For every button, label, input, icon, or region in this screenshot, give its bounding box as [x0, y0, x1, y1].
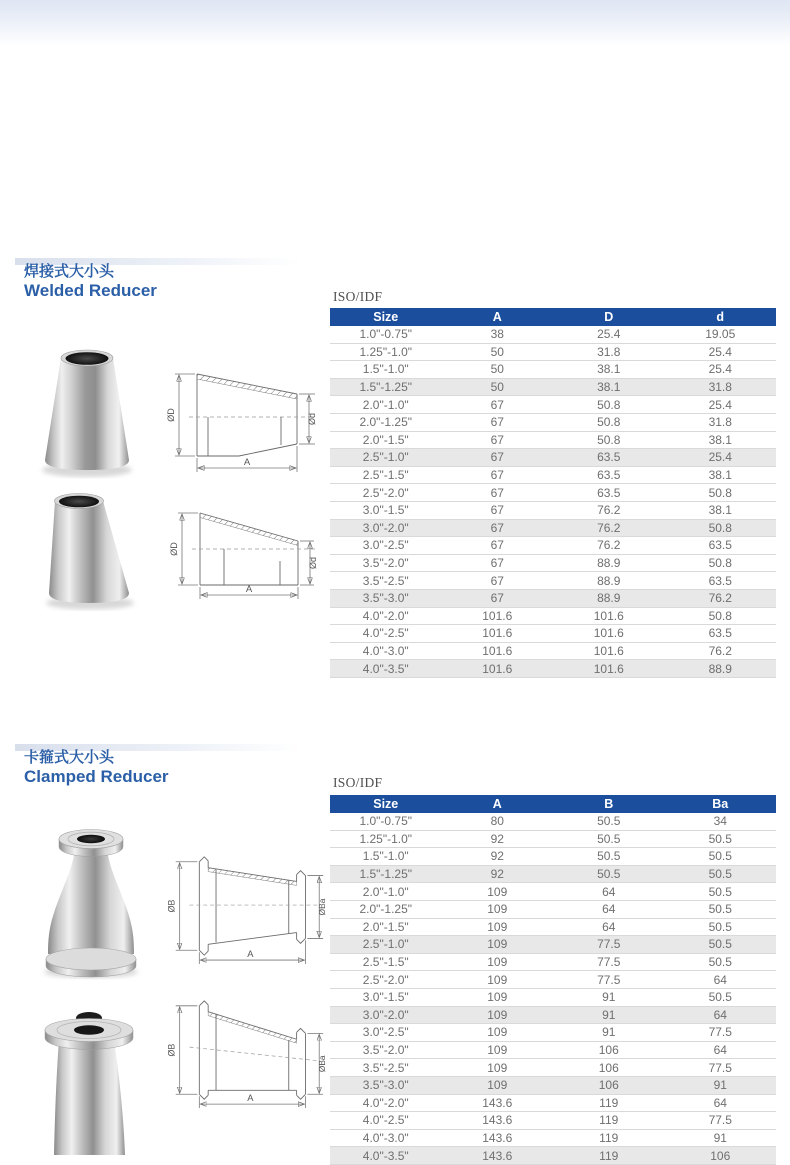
table-cell: 88.9: [597, 556, 621, 571]
table-cell: 67: [490, 450, 504, 465]
table-cell: 25.4: [708, 450, 732, 465]
table-cell: 3.5"-2.5": [362, 573, 409, 588]
reducer-outline: [192, 513, 316, 585]
table-cell: 106: [598, 1078, 619, 1093]
table-cell: 67: [490, 397, 504, 412]
table-cell: 101.6: [482, 661, 513, 676]
dim-label-bottom: A: [243, 457, 251, 468]
table-cell: 38.1: [708, 468, 732, 483]
table-cell: 3.0"-2.5": [362, 1025, 409, 1040]
table-cell: 67: [490, 432, 504, 447]
table-cell: 50.5: [708, 902, 732, 917]
table-row: [330, 866, 776, 884]
table-row: [330, 813, 776, 831]
table-cell: 50.5: [708, 919, 732, 934]
table-cell: 63.5: [708, 573, 732, 588]
section1-standard-label: ISO/IDF: [333, 289, 383, 304]
table-cell: 109: [487, 1043, 508, 1058]
table-cell: 109: [487, 1078, 508, 1093]
table-cell: 64: [602, 902, 616, 917]
section2-title-zh: 卡箍式大小头: [24, 749, 115, 766]
table-row: [330, 361, 776, 379]
reducer-outline: [189, 857, 317, 955]
table-header-row: [330, 308, 776, 326]
table-row: [330, 467, 776, 485]
table-cell: 101.6: [482, 626, 513, 641]
table-cell: 19.05: [705, 327, 736, 342]
column-header: B: [604, 797, 614, 811]
table-row: [330, 919, 776, 937]
table-cell: 1.25"-1.0": [359, 344, 413, 359]
clamped-reducer-drawing-2: [160, 996, 332, 1110]
table-cell: 119: [599, 1148, 619, 1163]
table-cell: 4.0"-2.5": [362, 626, 409, 641]
table-cell: 67: [490, 591, 504, 606]
dim-label-left: ØB: [166, 1043, 177, 1057]
reducer-body: [48, 848, 134, 954]
table-cell: 76.2: [708, 591, 732, 606]
table-cell: 64: [602, 919, 616, 934]
table-cell: 101.6: [482, 608, 513, 623]
table-cell: 77.5: [597, 972, 621, 987]
table-cell: 63.5: [708, 626, 732, 641]
table-cell: 31.8: [708, 380, 732, 395]
table-row: [330, 989, 776, 1007]
dim-label-right: Ød: [307, 412, 317, 426]
table-cell: 1.0"-0.75": [359, 814, 413, 829]
column-header: D: [604, 310, 614, 324]
table-cell: 1.5"-1.25": [359, 380, 413, 395]
table-row: [330, 643, 776, 661]
table-cell: 50.5: [597, 814, 621, 829]
table-cell: 63.5: [597, 450, 621, 465]
table-cell: 109: [487, 919, 508, 934]
dim-label-bottom: A: [247, 949, 254, 960]
table-cell: 50.8: [708, 485, 732, 500]
table-cell: 109: [487, 955, 508, 970]
column-header: Size: [373, 310, 399, 324]
table-row: [330, 936, 776, 954]
table-row: [330, 1024, 776, 1042]
table-header-row: [330, 795, 776, 813]
table-cell: 38: [490, 327, 504, 342]
table-cell: 67: [490, 556, 504, 571]
table-cell: 50.5: [597, 867, 621, 882]
reducer-bore-inner: [74, 1025, 104, 1035]
table-cell: 91: [602, 1007, 616, 1022]
table-cell: 2.5"-1.0": [362, 450, 409, 465]
table-cell: 67: [490, 485, 504, 500]
table-cell: 119: [599, 1113, 619, 1128]
clamped-reducer-concentric-photo: [40, 824, 142, 984]
table-cell: 3.0"-2.0": [362, 520, 409, 535]
table-cell: 1.5"-1.0": [362, 849, 409, 864]
table-cell: 3.5"-3.0": [362, 1078, 409, 1093]
table-cell: 50.5: [597, 831, 621, 846]
table-row: [330, 1007, 776, 1025]
table-cell: 64: [713, 1043, 727, 1058]
table-cell: 77.5: [708, 1025, 732, 1040]
table-cell: 50.8: [597, 397, 621, 412]
dim-label-right: Ød: [308, 556, 318, 570]
welded-reducer-concentric-photo: [36, 342, 138, 482]
table-cell: 2.0"-1.25": [359, 902, 413, 917]
table-cell: 63.5: [597, 485, 621, 500]
table-cell: 64: [713, 972, 727, 987]
table-cell: 4.0"-3.0": [362, 643, 409, 658]
section2-standard-label: ISO/IDF: [333, 775, 383, 790]
table-row: [330, 520, 776, 538]
table-cell: 4.0"-3.0": [362, 1130, 409, 1145]
table-cell: 38.1: [708, 432, 732, 447]
table-cell: 143.6: [482, 1130, 513, 1145]
table-cell: 3.0"-1.5": [362, 503, 409, 518]
table-cell: 2.5"-1.5": [362, 468, 409, 483]
table-cell: 50.8: [708, 520, 732, 535]
reducer-bore: [66, 352, 109, 365]
section2-title-en: Clamped Reducer: [24, 767, 169, 786]
table-cell: 2.0"-1.5": [362, 919, 409, 934]
reducer-body: [49, 501, 129, 603]
dim-label-right: ØBa: [317, 898, 328, 916]
table-row: [330, 883, 776, 901]
table-cell: 143.6: [482, 1113, 513, 1128]
table-cell: 109: [487, 902, 508, 917]
section1-title-en: Welded Reducer: [24, 281, 157, 300]
table-cell: 67: [490, 468, 504, 483]
table-cell: 4.0"-2.0": [362, 1095, 409, 1110]
table-row: [330, 1130, 776, 1148]
table-cell: 77.5: [597, 937, 621, 952]
bottom-ferrule-face: [46, 948, 136, 970]
table-cell: 76.2: [708, 643, 732, 658]
table-cell: 76.2: [597, 520, 621, 535]
table-cell: 92: [490, 849, 504, 864]
table-cell: 50.5: [708, 849, 732, 864]
table-cell: 88.9: [708, 661, 732, 676]
table-row: [330, 396, 776, 414]
table-cell: 64: [713, 1095, 727, 1110]
dim-label-bottom: A: [247, 1093, 254, 1104]
table-cell: 1.25"-1.0": [359, 831, 413, 846]
welded-reducer-table: [330, 308, 776, 678]
table-cell: 50.5: [708, 937, 732, 952]
table-cell: 109: [487, 1007, 508, 1022]
table-row: [330, 537, 776, 555]
table-cell: 67: [490, 538, 504, 553]
table-row: [330, 572, 776, 590]
table-cell: 25.4: [708, 362, 732, 377]
table-cell: 67: [490, 503, 504, 518]
table-cell: 101.6: [593, 626, 624, 641]
top-gradient-band: [0, 0, 790, 46]
clamped-reducer-drawing-1: [160, 848, 332, 966]
column-header: Ba: [712, 797, 729, 811]
table-row: [330, 1077, 776, 1095]
table-cell: 88.9: [597, 591, 621, 606]
table-cell: 4.0"-2.0": [362, 608, 409, 623]
reducer-outline: [189, 374, 315, 456]
table-cell: 63.5: [597, 468, 621, 483]
table-cell: 50: [490, 380, 504, 395]
table-cell: 119: [599, 1130, 619, 1145]
table-cell: 38.1: [597, 362, 621, 377]
table-row: [330, 432, 776, 450]
table-cell: 67: [490, 573, 504, 588]
table-cell: 3.0"-1.5": [362, 990, 409, 1005]
table-cell: 50.8: [708, 608, 732, 623]
table-row: [330, 344, 776, 362]
section1-title-zh: 焊接式大小头: [24, 263, 115, 280]
table-cell: 2.0"-1.25": [359, 415, 413, 430]
table-cell: 76.2: [597, 538, 621, 553]
table-cell: 50.8: [708, 556, 732, 571]
table-row: [330, 449, 776, 467]
table-row: [330, 1059, 776, 1077]
table-cell: 1.5"-1.25": [359, 867, 413, 882]
table-cell: 109: [487, 884, 508, 899]
table-cell: 2.0"-1.0": [362, 884, 409, 899]
table-cell: 106: [598, 1043, 619, 1058]
table-cell: 92: [490, 831, 504, 846]
table-cell: 25.4: [708, 344, 732, 359]
table-cell: 2.5"-2.0": [362, 972, 409, 987]
dim-label-left: ØB: [166, 899, 177, 913]
table-cell: 77.5: [708, 1113, 732, 1128]
reducer-body: [45, 358, 129, 470]
welded-reducer-drawing-1: [163, 360, 318, 478]
clamped-reducer-table: [330, 795, 776, 1165]
table-cell: 106: [710, 1148, 731, 1163]
dim-label-left: ØD: [166, 408, 176, 422]
table-cell: 25.4: [597, 327, 621, 342]
table-cell: 3.5"-3.0": [362, 591, 409, 606]
column-header: Size: [373, 797, 399, 811]
table-row: [330, 954, 776, 972]
table-cell: 101.6: [593, 661, 624, 676]
table-cell: 101.6: [593, 643, 624, 658]
table-row: [330, 502, 776, 520]
table-cell: 92: [490, 867, 504, 882]
reducer-bore: [77, 835, 105, 843]
table-cell: 67: [490, 520, 504, 535]
table-cell: 64: [713, 1007, 727, 1022]
table-cell: 34: [713, 814, 727, 829]
table-cell: 76.2: [597, 503, 621, 518]
reducer-outline: [189, 1001, 319, 1099]
table-row: [330, 1095, 776, 1113]
table-row: [330, 484, 776, 502]
table-cell: 50.5: [708, 867, 732, 882]
table-cell: 2.5"-1.0": [362, 937, 409, 952]
column-header: A: [492, 310, 502, 324]
table-row: [330, 414, 776, 432]
welded-reducer-drawing-2: [168, 503, 318, 603]
table-row: [330, 379, 776, 397]
reducer-body: [54, 1040, 125, 1155]
table-cell: 50.5: [597, 849, 621, 864]
clamped-reducer-eccentric-photo: [28, 1006, 152, 1155]
reducer-bore: [59, 496, 99, 508]
table-cell: 3.5"-2.0": [362, 556, 409, 571]
table-cell: 2.5"-2.0": [362, 485, 409, 500]
table-cell: 101.6: [593, 608, 624, 623]
table-cell: 3.5"-2.0": [362, 1043, 409, 1058]
table-cell: 109: [487, 1060, 508, 1075]
table-cell: 2.0"-1.5": [362, 432, 409, 447]
table-cell: 50: [490, 344, 504, 359]
table-row: [330, 831, 776, 849]
table-cell: 80: [490, 814, 504, 829]
table-cell: 4.0"-3.5": [362, 1148, 409, 1163]
table-cell: 109: [487, 1025, 508, 1040]
column-header: A: [492, 797, 502, 811]
table-cell: 2.5"-1.5": [362, 955, 409, 970]
welded-reducer-eccentric-photo: [40, 487, 140, 613]
table-cell: 25.4: [708, 397, 732, 412]
table-cell: 4.0"-2.5": [362, 1113, 409, 1128]
table-row: [330, 1042, 776, 1060]
table-cell: 88.9: [597, 573, 621, 588]
table-row: [330, 901, 776, 919]
table-cell: 1.5"-1.0": [362, 362, 409, 377]
dim-label-left: ØD: [169, 542, 179, 556]
table-cell: 109: [487, 937, 508, 952]
table-cell: 1.0"-0.75": [359, 327, 413, 342]
table-row: [330, 625, 776, 643]
table-cell: 2.0"-1.0": [362, 397, 409, 412]
table-cell: 143.6: [482, 1148, 513, 1163]
table-cell: 50: [490, 362, 504, 377]
table-cell: 50.5: [708, 990, 732, 1005]
table-cell: 101.6: [482, 643, 513, 658]
table-cell: 91: [602, 1025, 616, 1040]
table-cell: 67: [490, 415, 504, 430]
table-cell: 31.8: [597, 344, 621, 359]
table-cell: 38.1: [708, 503, 732, 518]
table-row: [330, 660, 776, 678]
table-cell: 38.1: [597, 380, 621, 395]
table-cell: 91: [602, 990, 616, 1005]
dim-label-bottom: A: [245, 584, 253, 595]
table-row: [330, 326, 776, 344]
table-row: [330, 608, 776, 626]
table-cell: 91: [713, 1130, 727, 1145]
table-cell: 109: [487, 972, 508, 987]
table-cell: 119: [599, 1095, 619, 1110]
table-row: [330, 848, 776, 866]
dim-label-right: ØBa: [317, 1055, 328, 1073]
table-cell: 77.5: [597, 955, 621, 970]
table-cell: 3.0"-2.0": [362, 1007, 409, 1022]
table-cell: 3.0"-2.5": [362, 538, 409, 553]
table-cell: 50.5: [708, 831, 732, 846]
table-row: [330, 971, 776, 989]
table-cell: 64: [602, 884, 616, 899]
table-cell: 50.5: [708, 884, 732, 899]
table-cell: 106: [598, 1060, 619, 1075]
column-header: d: [716, 310, 725, 324]
table-cell: 50.5: [708, 955, 732, 970]
table-cell: 31.8: [708, 415, 732, 430]
table-row: [330, 1112, 776, 1130]
table-cell: 50.8: [597, 415, 621, 430]
table-cell: 50.8: [597, 432, 621, 447]
table-row: [330, 590, 776, 608]
table-cell: 4.0"-3.5": [362, 661, 409, 676]
table-cell: 143.6: [482, 1095, 513, 1110]
table-row: [330, 555, 776, 573]
table-cell: 63.5: [708, 538, 732, 553]
table-cell: 109: [487, 990, 508, 1005]
table-cell: 3.5"-2.5": [362, 1060, 409, 1075]
table-cell: 91: [713, 1078, 727, 1093]
table-cell: 77.5: [708, 1060, 732, 1075]
table-row: [330, 1147, 776, 1165]
